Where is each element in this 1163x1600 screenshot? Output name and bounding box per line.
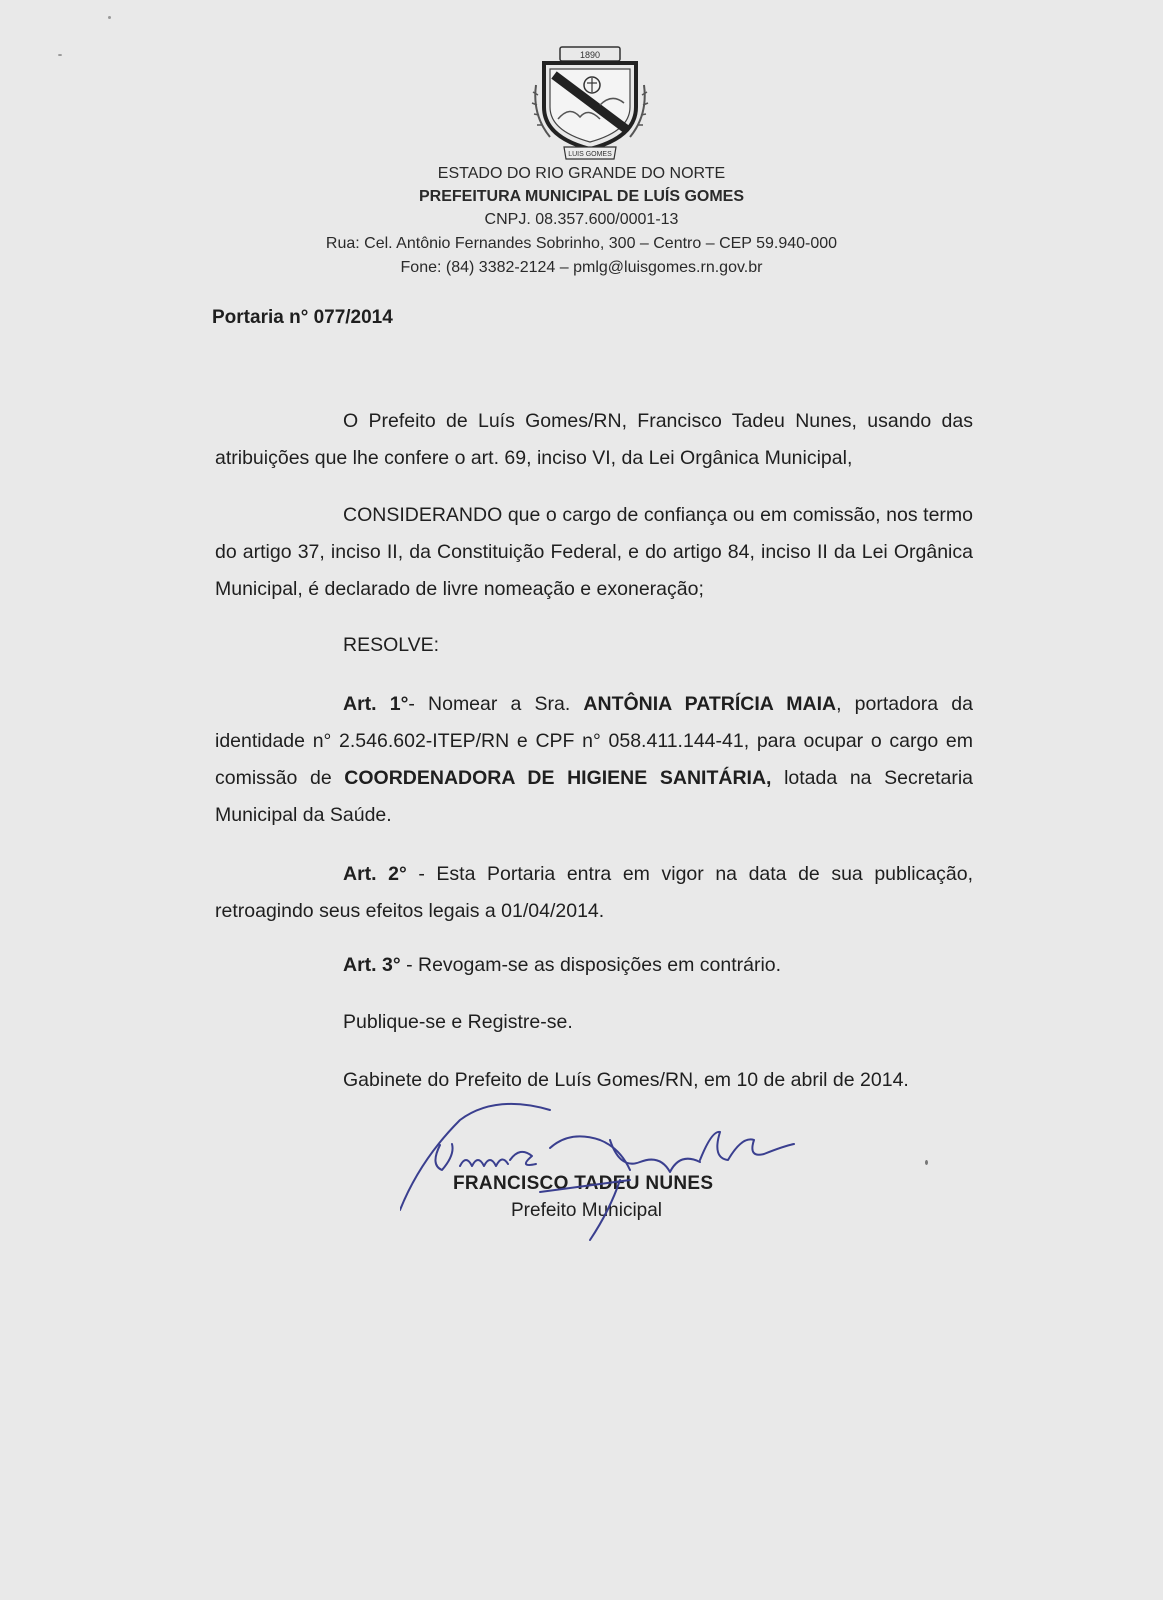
article-1-paragraph	[215, 686, 973, 834]
article-2-label: Art. 2°	[343, 863, 407, 885]
signatory-role: Prefeito Municipal	[511, 1200, 663, 1221]
intro-paragraph	[215, 403, 973, 477]
appointee-name: ANTÔNIA PATRÍCIA MAIA	[583, 693, 837, 715]
resolve-heading: RESOLVE:	[343, 634, 440, 656]
article-3-paragraph	[343, 954, 781, 977]
appointed-role: COORDENADORA DE HIGIENE SANITÁRIA,	[344, 767, 772, 789]
crest-ribbon-text: LUIS GOMES	[568, 151, 612, 158]
gabinete-line: Gabinete do Prefeito de Luís Gomes/RN, em 10 de abril de 2014.	[343, 1069, 909, 1091]
article-2-paragraph	[215, 856, 973, 930]
municipal-crest-icon	[530, 45, 650, 163]
letterhead-address: Rua: Cel. Antônio Fernandes Sobrinho, 300 – Centro – CEP 59.940-000	[325, 235, 838, 252]
article-2-text: - Esta Portaria entra em vigor na data de sua publicação, retroagindo seus efeitos legais a 01/04/2014.	[215, 863, 973, 922]
letterhead-organization: PREFEITURA MUNICIPAL DE LUÍS GOMES	[418, 188, 745, 205]
ink-speck	[925, 1160, 928, 1165]
article-3-text: - Revogam-se as disposições em contrário.	[400, 954, 782, 976]
letterhead-phone: Fone: (84) 3382-2124 – pmlg@luisgomes.rn.gov.br	[400, 259, 763, 276]
article-1-text-b: , portadora da identidade n° 2.546.602-ITEP/RN e CPF n° 058.411.144-41, para ocupar o cargo em comissão de	[215, 693, 973, 789]
article-1-label: Art. 1°	[343, 693, 409, 715]
ink-speck	[108, 16, 111, 19]
letterhead-cnpj: CNPJ. 08.357.600/0001-13	[484, 211, 679, 228]
considerando-paragraph	[215, 497, 973, 608]
letterhead-state: ESTADO DO RIO GRANDE DO NORTE	[437, 165, 726, 182]
signatory-name: FRANCISCO TADEU NUNES	[453, 1173, 714, 1194]
handwritten-signature	[400, 1100, 870, 1250]
article-1-text-a: - Nomear a Sra.	[408, 693, 584, 715]
considerando-text: CONSIDERANDO que o cargo de confiança ou em comissão, nos termo do artigo 37, inciso II, da Constituição Federal, e do artigo 84, inciso II da Lei Orgânica Municipal, é declarado de livre nomeação e exoneração;	[215, 504, 973, 600]
document-title: Portaria n° 077/2014	[212, 307, 393, 328]
article-3-label: Art. 3°	[343, 954, 401, 976]
ink-speck	[58, 54, 62, 56]
article-1-text-c: lotada na Secretaria Municipal da Saúde.	[215, 767, 973, 826]
crest-year: 1890	[579, 50, 601, 60]
publique-line: Publique-se e Registre-se.	[343, 1011, 573, 1033]
intro-text: O Prefeito de Luís Gomes/RN, Francisco Tadeu Nunes, usando das atribuições que lhe confere o art. 69, inciso VI, da Lei Orgânica Municipal,	[215, 410, 973, 469]
